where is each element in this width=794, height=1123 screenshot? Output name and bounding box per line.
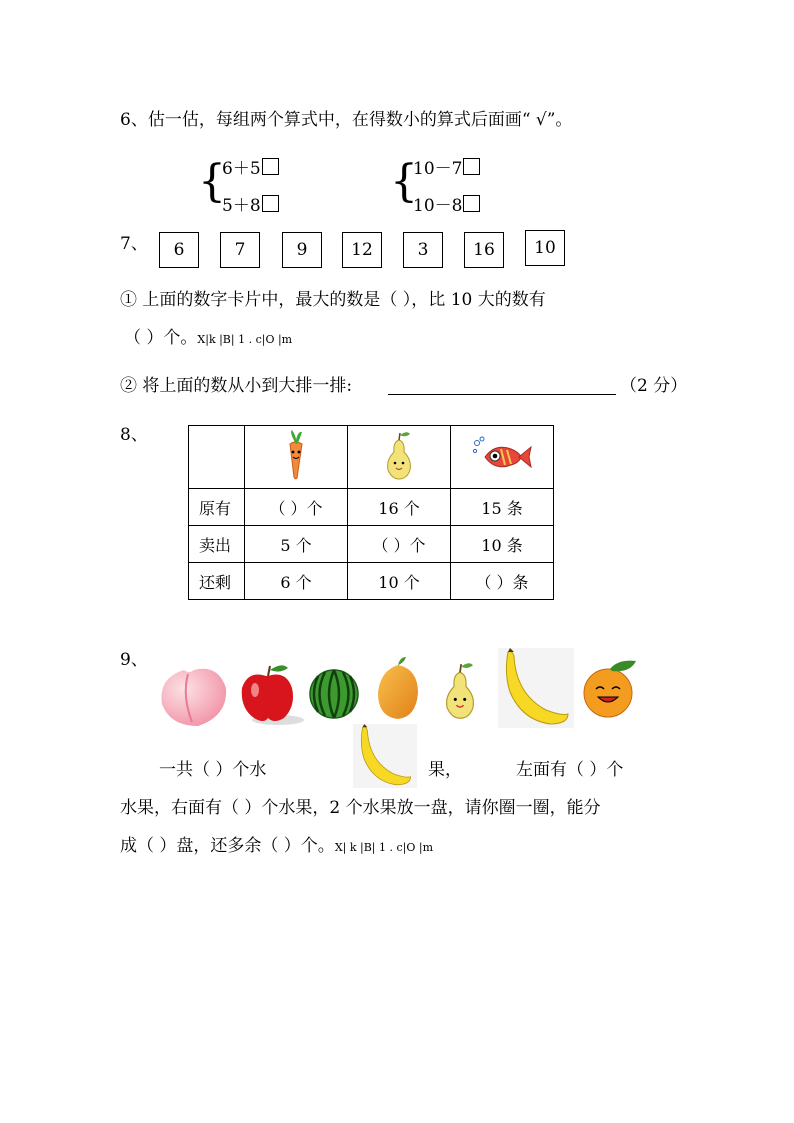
answer-line[interactable] xyxy=(388,374,616,395)
q6-left-expr-1 xyxy=(222,158,279,179)
number-card: 12 xyxy=(342,232,382,268)
table-cell: 10 条 xyxy=(451,526,554,563)
pear-cell xyxy=(348,426,451,489)
pear-icon xyxy=(382,430,416,480)
q8-table xyxy=(188,425,554,600)
table-row xyxy=(189,563,554,600)
left-brace: { xyxy=(198,156,226,207)
row-label: 还剩 xyxy=(189,563,245,600)
orange-icon xyxy=(582,657,640,719)
q7-part2: ② 将上面的数从小到大排一排: xyxy=(120,376,353,396)
number-card: 9 xyxy=(282,232,322,268)
row-label: 卖出 xyxy=(189,526,245,563)
q9-line1-a: 一共（ ）个水 xyxy=(159,760,267,780)
check-box[interactable] xyxy=(463,195,480,212)
expr-text: 10－8 xyxy=(413,196,463,216)
number-card: 7 xyxy=(220,232,260,268)
check-box[interactable] xyxy=(262,195,279,212)
apple-icon xyxy=(238,662,306,726)
q6-instruction: 6、估一估，每组两个算式中，在得数小的算式后面画“ √”。 xyxy=(120,110,573,130)
watermark: X|k |B| 1 . c|O |m xyxy=(197,333,293,346)
row-label: 原有 xyxy=(189,489,245,526)
number-card: 16 xyxy=(464,232,504,268)
watermelon-icon xyxy=(308,668,360,720)
carrot-cell xyxy=(245,426,348,489)
q9-line3 xyxy=(120,836,433,858)
table-corner-cell xyxy=(189,426,245,489)
table-row xyxy=(189,489,554,526)
fish-icon xyxy=(471,435,533,475)
table-header-row xyxy=(189,426,554,489)
expr-text: 6＋5 xyxy=(222,159,261,179)
q7-points: （2 分） xyxy=(620,376,688,396)
q7-part1-text: （ ）个。 xyxy=(124,328,198,348)
table-cell: 6 个 xyxy=(245,563,348,600)
watermark: X| k |B| 1 . c|O |m xyxy=(334,841,434,854)
q9-line3-text: 成（ ）盘，还多余（ ）个。 xyxy=(120,836,335,856)
carrot-icon xyxy=(281,430,311,480)
check-box[interactable] xyxy=(262,158,279,175)
table-cell[interactable]: （ ）个 xyxy=(245,489,348,526)
banana-icon xyxy=(353,724,417,788)
expr-text: 5＋8 xyxy=(222,196,261,216)
mango-icon xyxy=(372,655,424,721)
q9-label: 9、 xyxy=(120,650,148,670)
q7-part1-line2 xyxy=(124,328,292,350)
q6-right-expr-2 xyxy=(413,195,480,216)
q9-line1-c: 左面有（ ）个 xyxy=(516,760,624,780)
q6-right-expr-1 xyxy=(413,158,480,179)
number-card: 6 xyxy=(159,232,199,268)
table-cell: 16 个 xyxy=(348,489,451,526)
table-cell: 5 个 xyxy=(245,526,348,563)
check-box[interactable] xyxy=(463,158,480,175)
banana-photo xyxy=(498,648,574,728)
table-cell[interactable]: （ ）条 xyxy=(451,563,554,600)
q7-part1-line1: ① 上面的数字卡片中，最大的数是（ ），比 10 大的数有 xyxy=(120,290,546,310)
q9-line2: 水果，右面有（ ）个水果，2 个水果放一盘，请你圈一圈，能分 xyxy=(120,798,601,818)
table-cell: 15 条 xyxy=(451,489,554,526)
number-card: 10 xyxy=(525,230,565,266)
expr-text: 10－7 xyxy=(413,159,463,179)
q7-label: 7、 xyxy=(120,234,148,254)
pear-icon xyxy=(440,660,480,720)
peach-icon xyxy=(158,660,230,728)
right-brace: { xyxy=(390,156,418,207)
table-cell[interactable]: （ ）个 xyxy=(348,526,451,563)
banana-icon xyxy=(498,648,574,728)
q6-left-expr-2 xyxy=(222,195,279,216)
table-cell: 10 个 xyxy=(348,563,451,600)
table-row xyxy=(189,526,554,563)
q8-label: 8、 xyxy=(120,425,148,445)
q9-line1-b: 果， xyxy=(428,760,462,780)
number-card: 3 xyxy=(403,232,443,268)
fish-cell xyxy=(451,426,554,489)
banana-photo-inline xyxy=(353,724,417,788)
